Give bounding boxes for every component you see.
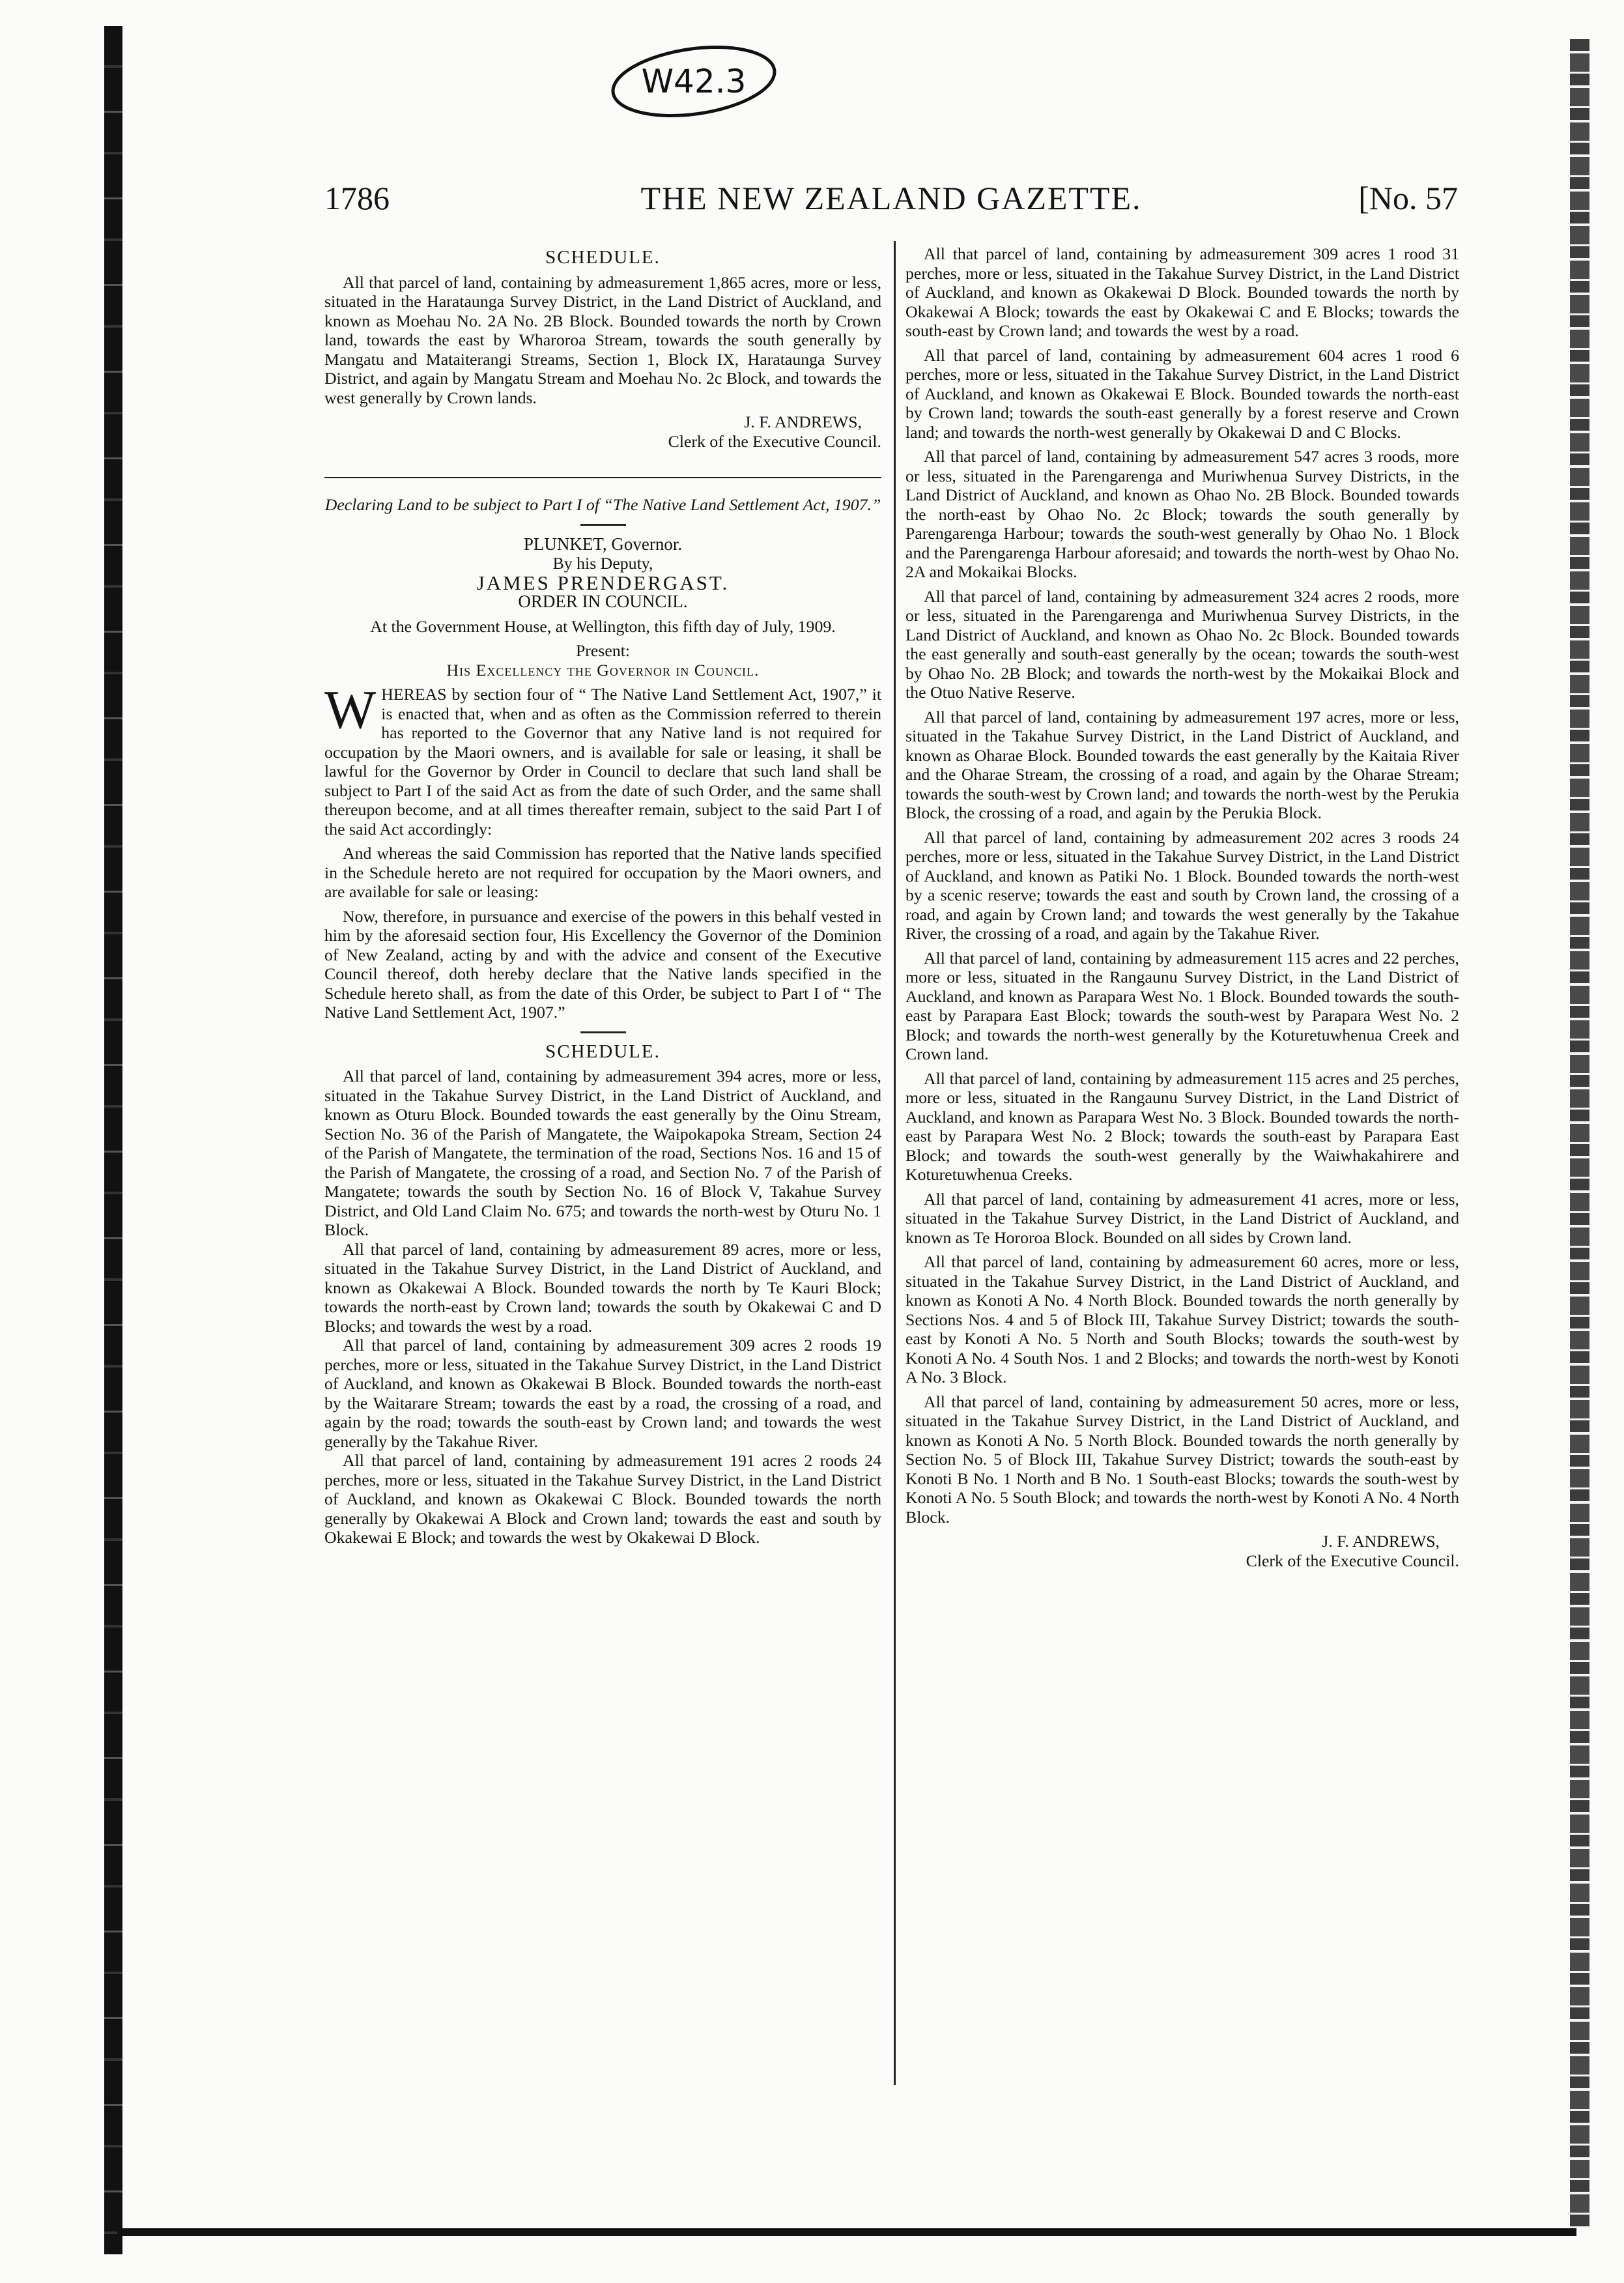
place-date: At the Government House, at Wellington, this fifth day of July, 1909. [370,616,836,636]
gazette-header [324,179,1458,225]
now-therefore-paragraph: Now, therefore, in pursuance and exercise of the powers in this behalf vested in him by the aforesaid section four, His Excellency the Governor of the Dominion of New Zealand, acting by and with the advice and consent of the Executive Council thereof, doth hereby declare that the Native lands specified in the Schedule hereto shall, as from the date of this Order, be subject to Part I of “ The Native Land Settlement Act, 1907.” [324,906,881,1022]
whereas-paragraph [324,680,881,839]
parcel-paragraph: All that parcel of land, containing by admeasurement 197 acres, more or less, situated in the Takahue Survey District, in the Land District of Auckland, and known as Oharae Block. Bounded towards the east generally by the Kaitaia River and the Oharae Stream, the crossing of a road, and again by the Oharae Stream; towards the south-west by Crown land; and towards the north-west by the Perukia Block, the crossing of a road, and again by the Perukia Block. [905,707,1459,822]
scan-right-edge [1570,39,1589,2228]
column-divider [894,241,896,2085]
parcel-paragraph: All that parcel of land, containing by admeasurement 115 acres and 25 perches, more or less, situated in the Rangaunu Survey District, in the Land District of Auckland, and known as Parapara West No. 3 Block. Bounded towards the north-east by Parapara West No. 2 Block; towards the south-east by Parapara East Block; and towards the south-west generally by the Waiwhakahirere and Koturetuwhenua Creeks. [905,1069,1459,1184]
parcel-paragraph: All that parcel of land, containing by admeasurement 309 acres 1 rood 31 perches, more or less, situated in the Takahue Survey District, in the Land District of Auckland, and known as Okakewai D Block. Bounded towards the north by Okakewai A Block; towards the east by Okakewai C and E Blocks; towards the south-east by Crown land; and towards the west by a road. [905,244,1459,340]
parcel-paragraph: All that parcel of land, containing by admeasurement 115 acres and 22 perches, more or less, situated in the Rangaunu Survey District, in the Land District of Auckland, and known as Parapara West No. 1 Block. Bounded towards the south-east by Parapara East Block; towards the south-west by Parapara West No. 2 Block; and towards the north-west generally by the Koturetuwhenua Creek and Crown land. [905,948,1459,1063]
parcel-paragraph: All that parcel of land, containing by admeasurement 191 acres 2 roods 24 perches, more or less, situated in the Takahue Survey District, in the Land District of Auckland, and known as Okakewai C Block. Bounded towards the north generally by Okakewai A Block and Crown land; towards the east and south by Okakewai E Block; and towards the west by Okakewai D Block. [324,1451,881,1547]
short-rule-2 [580,1031,626,1033]
deputy-name: JAMES PRENDERGAST. [476,571,730,594]
gazette-title: THE NEW ZEALAND GAZETTE. [640,180,1142,216]
parcel-paragraph: All that parcel of land, containing by admeasurement 309 acres 2 roods 19 perches, more or less, situated in the Takahue Survey District, in the Land District of Auckland, and known as Okakewai B Block. Bounded towards the north-east by the Waitarare Stream; towards the east by a road, the crossing of a road, and again by the road; towards the south-east by Crown land; and towards the west generally by the Takahue River. [324,1336,881,1451]
left-column [324,244,881,1547]
signature-title-2: Clerk of the Executive Council. [1246,1551,1459,1570]
schedule-heading-1: SCHEDULE. [545,247,661,268]
parcel-paragraph: All that parcel of land, containing by admeasurement 50 acres, more or less, situated in the Takahue Survey District, in the Land District of Auckland, and known as Konoti A No. 5 North Block. Bounded towards the north generally by Section No. 5 of Block III, Takahue Survey District; towards the south-east by Konoti B No. 1 North and B No. 1 South-east Blocks; towards the south-west by Konoti A No. 5 South Block; and towards the north-west by Konoti A No. 4 North Block. [905,1392,1459,1527]
order-title: Declaring Land to be subject to Part I of “The Native Land Settlement Act, 1907.” [324,495,881,514]
drop-cap: W [324,680,377,740]
scan-bottom-edge [117,2228,1576,2236]
parcel-paragraph: All that parcel of land, containing by admeasurement 41 acres, more or less, situated in the Takahue Survey District, in the Land District of Auckland, and known as Te Hororoa Block. Bounded on all sides by Crown land. [905,1189,1459,1247]
parcel-paragraph: All that parcel of land, containing by admeasurement 394 acres, more or less, situated in the Takahue Survey District, in the Land District of Auckland, and known as Oturu Block. Bounded towards the east generally by the Oinu Stream, Section No. 36 of the Parish of Mangatete, the Waipokapoka Stream, Section 24 of the Parish of Mangatete, the termination of the road, Sections Nos. 16 and 15 of the Parish of Mangatete, the crossing of a road, and Section No. 7 of the Parish of Mangatete; towards the south by Section No. 16 of Block V, Takahue Survey District, and Old Land Claim No. 675; and towards the north-west by Oturu No. 1 Block. [324,1067,881,1239]
whereas-2-paragraph: And whereas the said Commission has reported that the Native lands specified in the Schedule hereto are not required for occupation by the Maori owners, and are available for sale or leasing: [324,844,881,901]
signature-name-2: J. F. ANDREWS, [1322,1532,1440,1551]
schedule-1-parcel: All that parcel of land, containing by admeasurement 1,865 acres, more or less, situated in the Harataunga Survey District, in the Land District of Auckland, and known as Moehau No. 2A No. 2B Block. Bounded towards the north by Crown land, towards the east by Wharoroa Stream, towards the south generally by Mangatu and Mataiterangi Streams, Section 1, Block IX, Harataunga Survey District, and again by Mangatu Stream and Moehau No. 2c Block, and towards the west generally by Crown lands. [324,272,881,407]
governor-line: PLUNKET, Governor. [523,534,683,554]
page-number: 1786 [324,180,390,216]
signature-name-1: J. F. ANDREWS, [744,412,862,431]
parcel-paragraph: All that parcel of land, containing by admeasurement 89 acres, more or less, situated in the Takahue Survey District, in the Land District of Auckland, and known as Okakewai A Block. Bounded towards the north by Te Kauri Block; towards the north-east by Crown land; towards the south by Okakewai C and D Blocks; and towards the west by a road. [324,1239,881,1336]
archive-stamp [599,33,788,124]
deputy-intro: By his Deputy, [552,554,653,573]
whereas-text: HEREAS by section four of “ The Native Land Settlement Act, 1907,” it is enacted that, when and as often as the Commission referred to therein has reported to the Governor that any Native land is not required for occupation by the Maori owners, and is available for sale or leasing, it shall be lawful for the Governor by Order in Council to declare that such land shall be subject to Part I of the said Act as from the date of such Order, and the same shall thereupon become, and at all times thereafter remain, subject to the said Part I of the said Act accordingly: [324,685,881,839]
schedule-heading-2: SCHEDULE. [545,1041,661,1062]
present-label: Present: [575,641,631,660]
parcel-paragraph: All that parcel of land, containing by admeasurement 202 acres 3 roods 24 perches, more or less, situated in the Takahue Survey District, in the Land District of Auckland, and known as Patiki No. 1 Block. Bounded towards the north-west by a scenic reserve; towards the east and south by Crown land, the crossing of a road, and again by Crown land; and towards the west generally by the Takahue River, the crossing of a road, and again by the Takahue River. [905,827,1459,943]
issue-number: [No. 57 [1358,180,1458,216]
signature-title-1: Clerk of the Executive Council. [668,431,881,451]
parcel-paragraph: All that parcel of land, containing by admeasurement 547 acres 3 roods, more or less, situated in the Parengarenga and Muriwhenua Survey Districts, in the Land District of Auckland, and known as Ohao No. 2B Block. Bounded towards the north-east by Ohao No. 2c Block; towards the south generally by Parengarenga Harbour; towards the south-west generally by Ohao No. 1 Block and the Parengarenga Harbour aforesaid; and towards the north-west by Ohao No. 2A and Mokaikai Blocks. [905,447,1459,581]
order-heading: ORDER IN COUNCIL. [518,592,688,611]
short-rule [580,524,626,526]
parcel-paragraph: All that parcel of land, containing by admeasurement 324 acres 2 roods, more or less, situated in the Parengarenga and Muriwhenua Survey Districts, in the Land District of Auckland, and known as Ohao No. 2c Block. Bounded towards the east generally and south-east generally by the ocean; towards the south-west by Ohao No. 2B Block; and towards the north-west by the Mokaikai Block and the Otuo Native Reserve. [905,586,1459,702]
scan-binding-edge [104,26,122,2254]
parcel-paragraph: All that parcel of land, containing by admeasurement 604 acres 1 rood 6 perches, more or less, situated in the Takahue Survey District, in the Land District of Auckland, and known as Okakewai E Block. Bounded towards the north-east by Crown land; towards the south-east generally by a forest reserve and Crown land; and towards the north-west generally by Okakewai D and C Blocks. [905,345,1459,442]
parcel-paragraph: All that parcel of land, containing by admeasurement 60 acres, more or less, situated in the Takahue Survey District, in the Land District of Auckland, and known as Konoti A No. 4 North Block. Bounded towards the north generally by Sections Nos. 4 and 5 of Block III, Takahue Survey District; towards the south-east by Konoti A No. 5 North and South Blocks; towards the south-west by Konoti A No. 4 South Nos. 1 and 2 Blocks; and towards the north-west by Konoti A No. 3 Block. [905,1252,1459,1386]
right-column [905,244,1459,1570]
present-who: His Excellency the Governor in Council. [446,660,760,680]
section-rule [324,477,881,478]
archive-stamp-text: W42.3 [641,63,747,100]
